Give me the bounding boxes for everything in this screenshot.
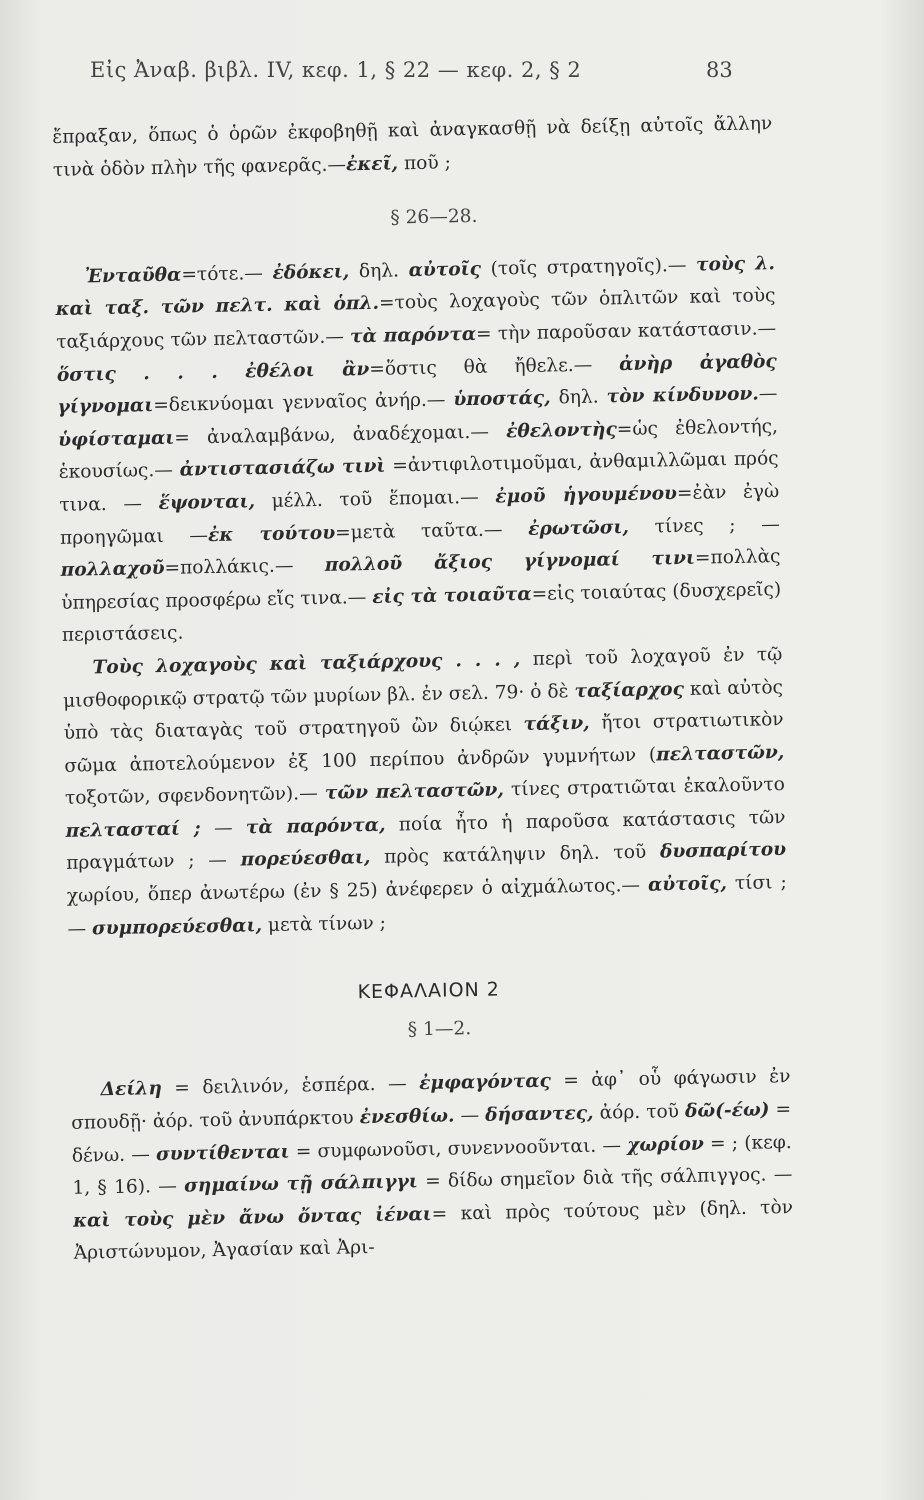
keyword: χωρίον — [627, 1133, 705, 1156]
keyword: ἐμφαγόντας — [418, 1071, 552, 1095]
text-run: = δίδω σημεῖον διὰ τῆς σάλπιγγος. — — [417, 1164, 793, 1193]
paragraph-1 — [52, 108, 773, 187]
text-run: (τοῖς στρατηγοῖς).— — [480, 254, 697, 280]
text-run: = καὶ πρὸς τούτους μὲν (δηλ. τὸν Ἀριστώνυμον, Ἀγασίαν καὶ Ἀρι- — [73, 1196, 794, 1265]
keyword: τὸν κίνδυνον. — [606, 383, 759, 408]
text-run: ἔπραξαν, ὅπως ὁ ὁρῶν ἐκφοβηθῇ καὶ ἀναγκασθῇ νὰ δείξῃ αὐτοῖς ἄλλην τινὰ ὁδὸν πλὴν τῆς φανερᾶς.— — [52, 113, 773, 181]
text-run: = τὴν παροῦσαν κατάστασιν.— — [475, 318, 777, 345]
text-run: τίνες στρατιῶται ἐκαλοῦντο — [503, 774, 786, 801]
paragraph-2 — [55, 248, 782, 653]
keyword: ἀνὴρ ἀγαθὸς γίγνομαι — [57, 350, 777, 419]
text-run: = συμφωνοῦσι, συνεννοοῦνται. — — [289, 1134, 628, 1163]
keyword: ὑφίσταμαι — [57, 427, 175, 451]
keyword: ἐδόκει, — [272, 261, 350, 284]
text-run: = ἀναλαμβάνω, ἀναδέχομαι.— — [174, 421, 507, 449]
keyword: δυσπαρίτου — [659, 839, 787, 863]
text-run: τίσι ; — — [67, 872, 787, 940]
keyword: τὰ παρόντα — [349, 323, 477, 348]
text-run: = ἀφ᾿ οὗ φάγωσιν ἐν σπουδῇ· ἀόρ. τοῦ ἀνυπάρκτου — [71, 1066, 791, 1134]
text-run: =τότε.— — [181, 262, 273, 286]
keyword: πολλοῦ ἄξιος γίγνομαί τινι — [324, 547, 696, 576]
keyword: τὰ παρόντα, — [245, 814, 386, 839]
keyword: σημαίνω τῇ σάλπιγγι — [183, 1171, 418, 1197]
keyword: τοὺς λ. καὶ ταξ. τῶν πελτ. καὶ ὁπλ. — [55, 252, 776, 321]
keyword: ἕψονται, — [158, 491, 256, 514]
text-run: =εἰς τοιαύτας (δυσχερεῖς) περιστάσεις. — [61, 578, 782, 647]
text-run: δηλ. — [349, 259, 409, 283]
text-run: ποῦ ; — [397, 151, 452, 174]
text-run: ἤτοι στρατιωτικὸν σῶμα ἀποτελούμενον ἐξ 100 περίπου ἀνδρῶν γυμνήτων ( — [64, 709, 784, 777]
keyword: καὶ τοὺς μὲν ἄνω ὄντας ἰέναι — [72, 1203, 432, 1232]
keyword: δήσαντες, — [484, 1102, 594, 1126]
page-text — [52, 108, 794, 1271]
keyword: Δείλη — [100, 1078, 163, 1101]
keyword: ἐρωτῶσι, — [527, 516, 630, 540]
text-run: = ; (κεφ. 1, § 16). — — [72, 1131, 792, 1200]
text-run: =ἀντιφιλοτιμοῦμαι, ἀνθαμιλλῶμαι πρός τινα. — — [59, 448, 779, 516]
text-run: = δένω. — — [71, 1099, 792, 1167]
text-run: — — [200, 817, 247, 840]
text-run: χωρίου, ὅπερ ἀνωτέρω (ἐν § 25) ἀνέφερεν ὁ αἰχμάλωτος.— — [66, 874, 649, 907]
text-run: =δεικνύομαι γενναῖος ἀνήρ.— — [153, 389, 454, 417]
text-run: =ὡς ἐθελοντής, ἑκουσίως.— — [58, 415, 779, 484]
text-run: περὶ τοῦ λοχαγοῦ ἐν τῷ μισθοφορικῷ στρατῷ τῶν μυρίων βλ. ἐν σελ. 79· ὁ δὲ — [62, 643, 783, 712]
text-run: καὶ αὐτὸς ὑπὸ τὰς διαταγὰς τοῦ στρατηγοῦ ὢν διῴκει — [63, 676, 784, 744]
text-run: =ἐὰν ἐγὼ προηγῶμαι — — [59, 481, 780, 549]
text-run: ποία ἦτο ἡ παροῦσα κατάστασις τῶν πραγμάτων ; — — [66, 806, 786, 875]
keyword: Ἐνταῦθα — [84, 264, 182, 288]
text-run: μετὰ τίνων ; — [261, 912, 387, 936]
text-run: τίνες ; — — [628, 513, 781, 538]
text-run: =ὅστις θὰ ἤθελε.— — [369, 353, 620, 380]
keyword: ἐμοῦ ἡγουμένου — [495, 483, 678, 508]
paragraph-4 — [70, 1061, 794, 1270]
keyword: συντίθενται — [155, 1141, 290, 1165]
page-number: 83 — [706, 58, 733, 82]
keyword: συμπορεύεσθαι, — [91, 914, 263, 940]
section-heading-2: § 1—2. — [407, 1017, 472, 1041]
text-run: μέλλ. τοῦ ἕπομαι.— — [254, 486, 496, 513]
text-run: = δειλινόν, ἑσπέρα. — — [161, 1073, 420, 1100]
keyword: ἐθελοντὴς — [505, 418, 617, 443]
text-run: — — [758, 383, 778, 405]
keyword: ταξίαρχος — [574, 678, 685, 702]
keyword: ὑποστάς, — [453, 387, 551, 411]
keyword: ὅστις . . . ἐθέλοι ἂν — [56, 358, 370, 386]
running-title: Εἰς Ἀναβ. βιβλ. IV, κεφ. 1, § 22 — κεφ. 2, § 2 — [90, 58, 582, 82]
keyword: ἐνεσθίω. — [359, 1105, 455, 1129]
text-run: =τοὺς λοχαγοὺς τῶν ὁπλιτῶν καὶ τοὺς ταξιάρχους τῶν πελταστῶν.— — [56, 285, 776, 353]
text-run: — — [454, 1104, 486, 1127]
section-heading: § 26—28. — [390, 206, 478, 229]
paragraph-3 — [62, 639, 787, 946]
keyword: Τοὺς λοχαγοὺς καὶ ταξιάρχους . . . , — [92, 649, 521, 679]
keyword: αὐτοῖς — [408, 258, 482, 281]
keyword: πελτασταί ; — [65, 818, 201, 842]
keyword: ἐκεῖ, — [345, 152, 399, 175]
keyword: ἐκ τούτου — [207, 522, 336, 546]
text-run: τοξοτῶν, σφενδονητῶν).— — [64, 783, 326, 810]
keyword: τῶν πελταστῶν, — [324, 779, 505, 805]
keyword: εἰς τὰ τοιαῦτα — [372, 583, 532, 608]
keyword: πορεύεσθαι, — [240, 847, 371, 871]
keyword: δῶ(-έω) — [684, 1099, 770, 1123]
text-run: δηλ. — [550, 386, 607, 409]
keyword: ἀντιστασιάζω τινὶ — [179, 456, 386, 481]
chapter-heading: ΚΕΦΑΛΑΙΟΝ 2 — [357, 978, 501, 1004]
text-run: =μετὰ ταῦτα.— — [334, 518, 529, 544]
text-run: ἀόρ. τοῦ — [593, 1101, 686, 1124]
text-run: πρὸς κατάληψιν δηλ. τοῦ — [370, 841, 661, 869]
keyword: αὐτοῖς, — [647, 873, 728, 896]
keyword: τάξιν, — [523, 712, 590, 736]
keyword: πελταστῶν, — [655, 741, 785, 766]
keyword: πολλαχοῦ — [60, 558, 165, 582]
text-run: =πολλάκις.— — [164, 554, 325, 580]
text-run: =πολλὰς ὑπηρεσίας προσφέρω εἴς τινα.— — [61, 546, 781, 614]
